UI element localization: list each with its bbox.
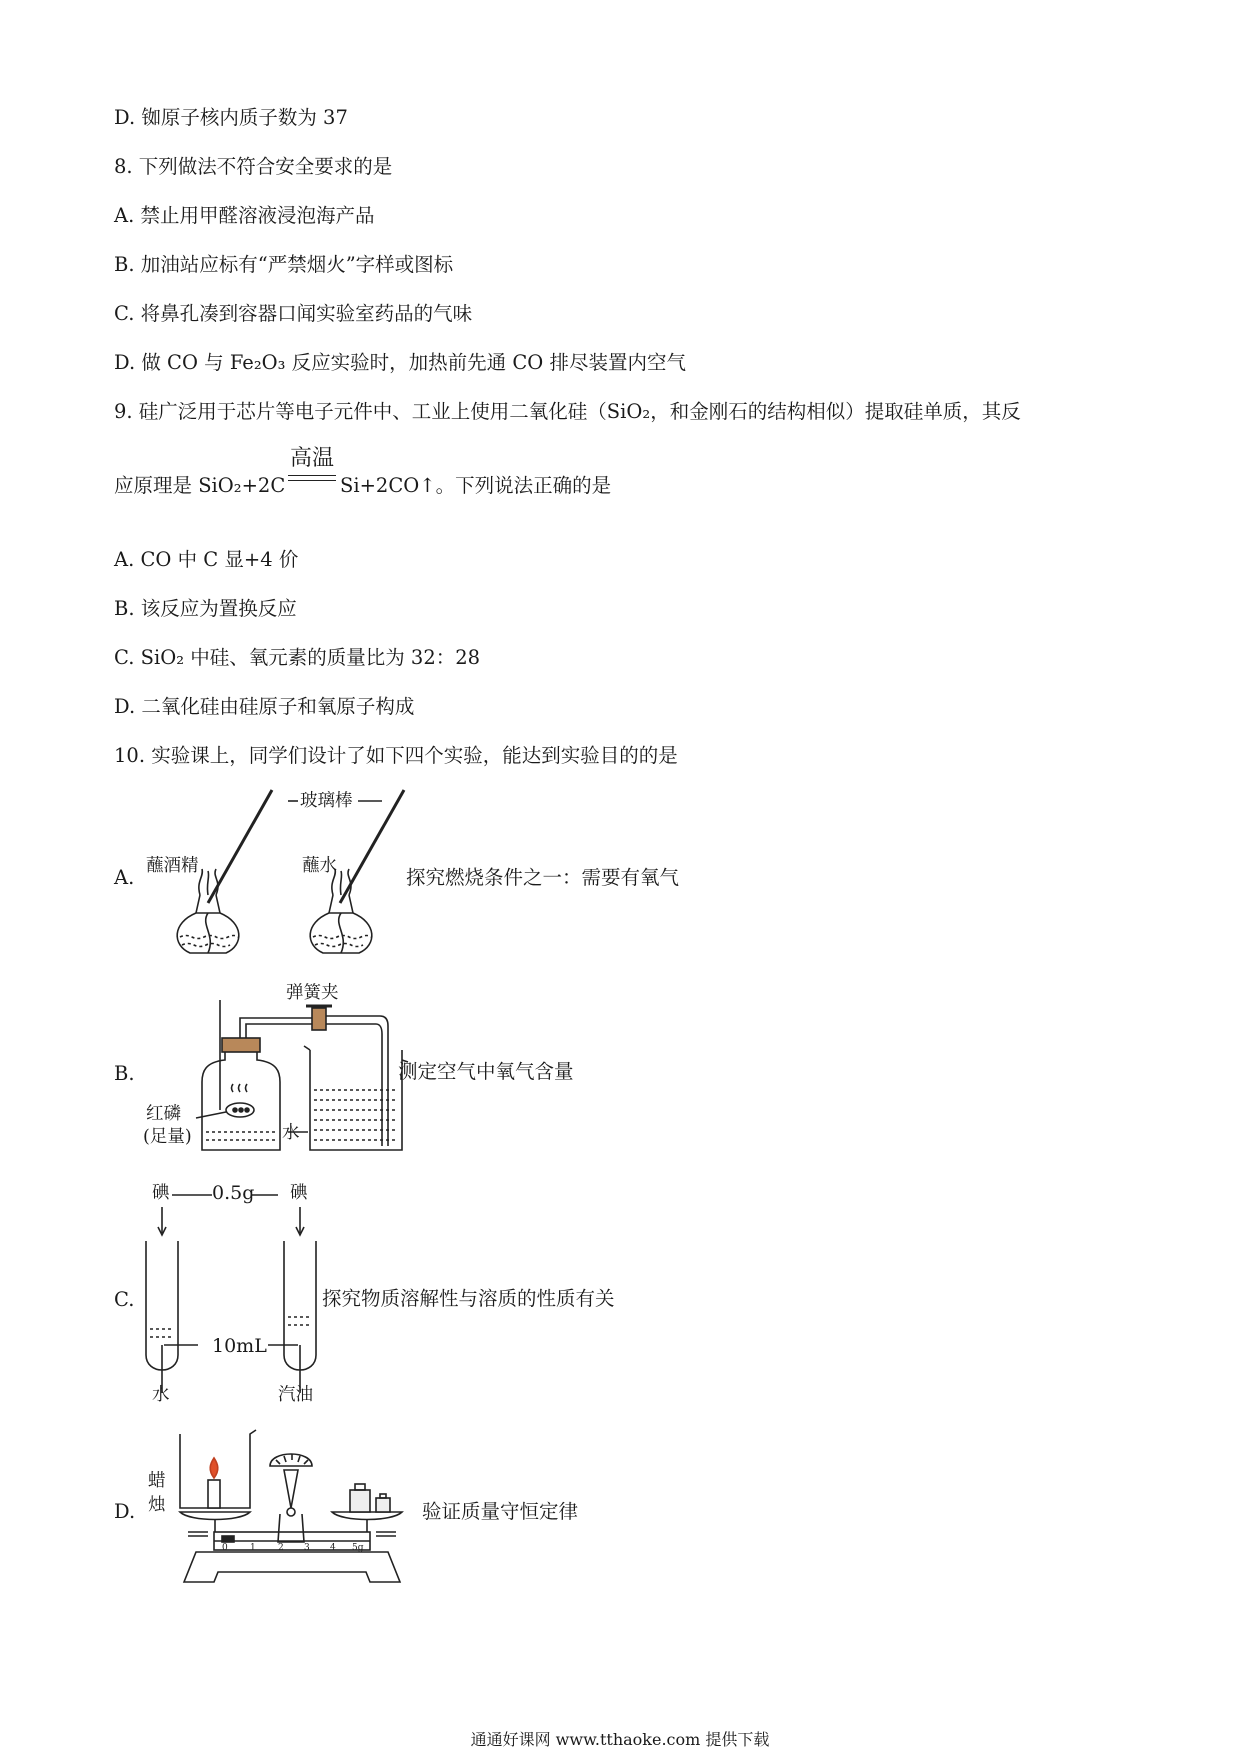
q10-b-letter: B. (114, 1062, 135, 1085)
tick-3: 3 (304, 1543, 310, 1553)
q10-d-purpose: 验证质量守恒定律 (422, 1500, 579, 1523)
label-dipped-water: 蘸水 (302, 856, 337, 876)
reaction-condition (288, 447, 336, 483)
tick-4: 4 (330, 1543, 336, 1553)
label-water-c: 水 (152, 1385, 170, 1405)
q8-option-b: B. 加油站应标有“严禁烟火”字样或图标 (114, 253, 454, 276)
equals-bar-bottom (288, 480, 336, 481)
label-red-phosphorus: 红磷 (146, 1104, 181, 1124)
q9-option-a: A. CO 中 C 显+4 价 (114, 548, 299, 571)
q8-option-d: D. 做 CO 与 Fe₂O₃ 反应实验时，加热前先通 CO 排尽装置内空气 (114, 351, 686, 374)
condition-label: 高温 (290, 446, 335, 471)
q9-stem-line2-pre: 应原理是 SiO₂+2C (114, 474, 286, 497)
label-candle-1: 蜡 (148, 1471, 166, 1491)
page-footer: 通通好课网 www.tthaoke.com 提供下载 (470, 1730, 770, 1749)
label-volume: 10mL (212, 1335, 267, 1357)
q10-a-purpose: 探究燃烧条件之一：需要有氧气 (406, 866, 680, 889)
q9-option-c: C. SiO₂ 中硅、氧元素的质量比为 32：28 (114, 646, 481, 669)
q10-a-letter: A. (114, 866, 135, 889)
q9-stem-line1: 9. 硅广泛用于芯片等电子元件中、工业上使用二氧化硅（SiO₂，和金刚石的结构相似）提取硅单质，其反 (114, 400, 1021, 423)
label-glass-rod: 玻璃棒 (300, 791, 353, 811)
q10-c-purpose: 探究物质溶解性与溶质的性质有关 (322, 1287, 615, 1310)
label-sufficient: (足量) (143, 1127, 192, 1147)
q9-option-d: D. 二氧化硅由硅原子和氧原子构成 (114, 695, 415, 718)
q9-option-b: B. 该反应为置换反应 (114, 597, 297, 620)
test-tubes-figure (140, 1195, 340, 1395)
tick-2: 2 (278, 1543, 284, 1553)
q8-stem: 8. 下列做法不符合安全要求的是 (114, 155, 393, 178)
label-mass: 0.5g (212, 1182, 255, 1204)
q10-c-letter: C. (114, 1288, 135, 1311)
label-gasoline: 汽油 (278, 1385, 313, 1405)
q10-b-purpose: 测定空气中氧气含量 (398, 1060, 574, 1083)
label-iodine-right: 碘 (290, 1183, 308, 1203)
tick-0: 0 (222, 1543, 228, 1553)
tick-5g: 5g (352, 1543, 364, 1553)
label-candle-2: 烛 (148, 1495, 166, 1515)
tick-1: 1 (250, 1543, 256, 1553)
equals-bar-top (288, 475, 336, 476)
q10-stem: 10. 实验课上，同学们设计了如下四个实验，能达到实验目的的是 (114, 744, 678, 767)
q8-option-a: A. 禁止用甲醛溶液浸泡海产品 (114, 204, 375, 227)
q9-stem-line2-post: Si+2CO↑。下列说法正确的是 (340, 474, 612, 497)
label-spring-clamp: 弹簧夹 (286, 983, 339, 1003)
q10-d-letter: D. (114, 1500, 136, 1523)
q7-option-d: D. 铷原子核内质子数为 37 (114, 106, 348, 129)
label-dipped-alcohol: 蘸酒精 (146, 856, 199, 876)
balance-figure (180, 1430, 410, 1588)
q8-option-c: C. 将鼻孔凑到容器口闻实验室药品的气味 (114, 302, 473, 325)
label-iodine-left: 碘 (152, 1183, 170, 1203)
label-water-b: 水 (282, 1123, 300, 1143)
